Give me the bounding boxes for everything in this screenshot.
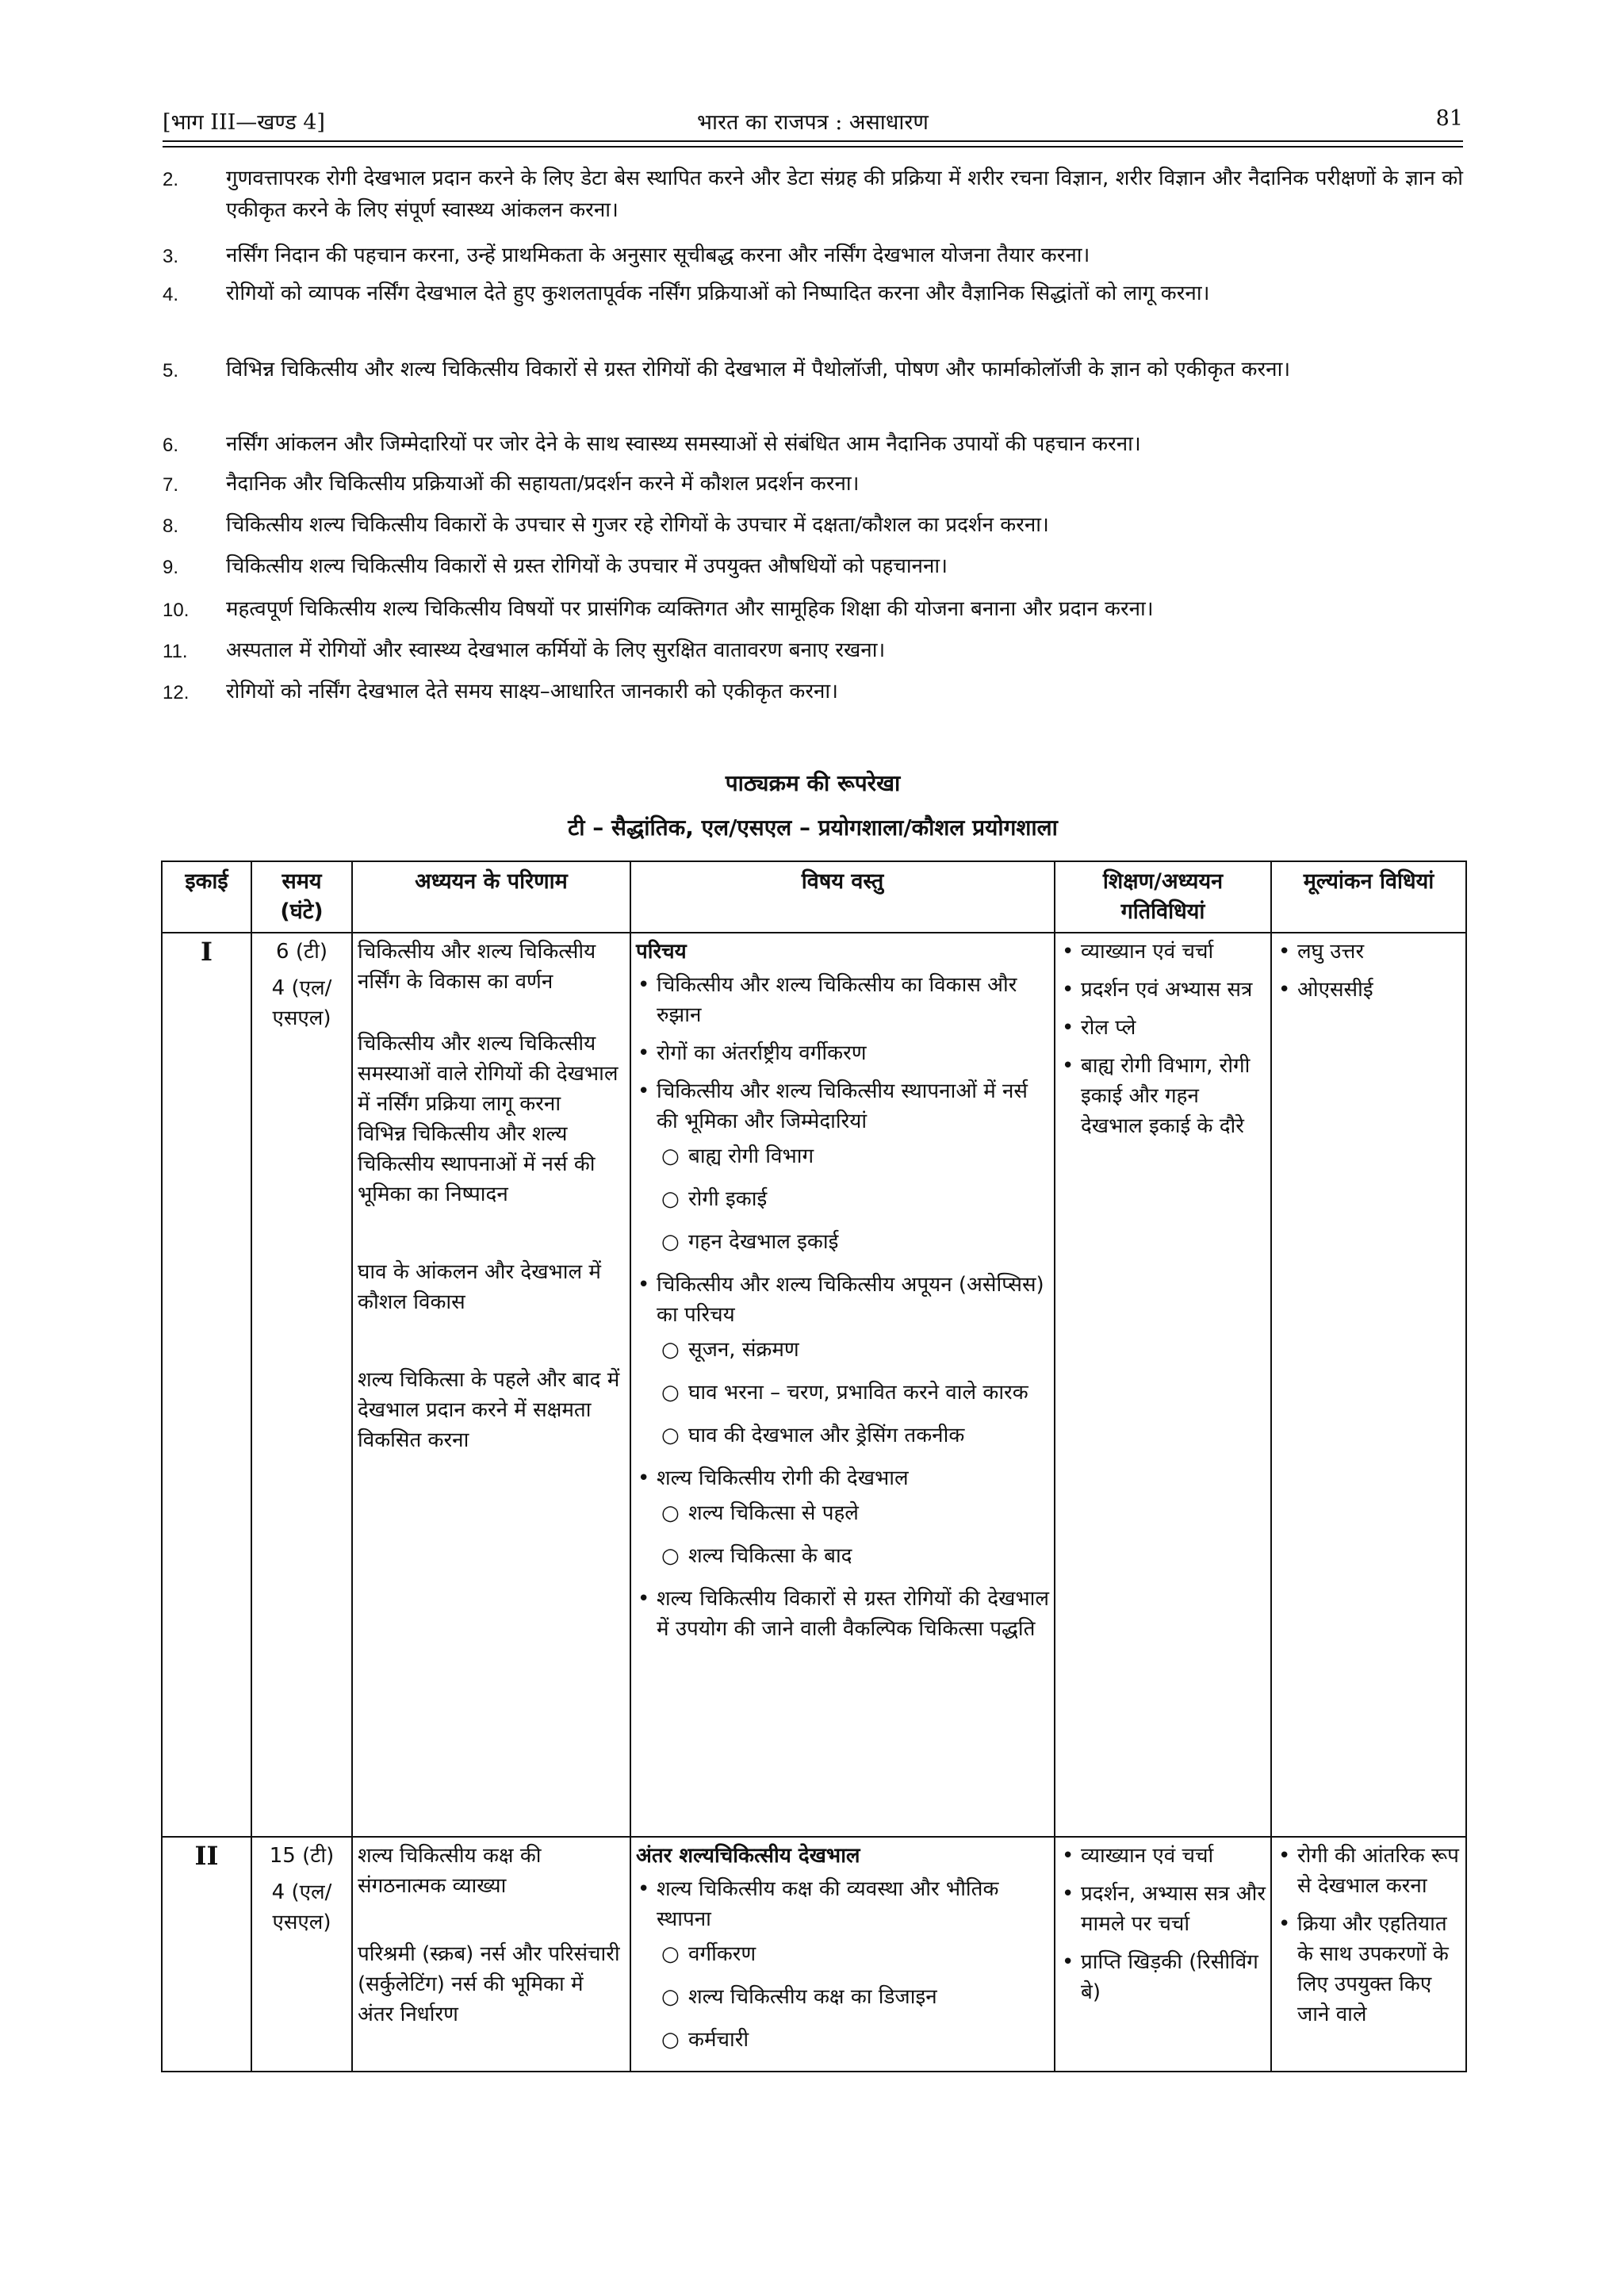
list-item: • लघु उत्तर xyxy=(1277,937,1461,967)
content-topic: अंतर शल्यचिकित्सीय देखभाल xyxy=(636,1844,860,1868)
objective-number: 10. xyxy=(163,600,190,621)
activities-list xyxy=(1060,937,1266,1141)
objective-text: रोगियों को व्यापक नर्सिंग देखभाल देते हुए कुशलतापूर्वक नर्सिंग प्रक्रियाओं को निष्पादित करना और वैज्ञानिक सिद्धांतों को लागू करना। xyxy=(226,282,1210,305)
column-header-activities: शिक्षण/अध्ययन गतिविधियां xyxy=(1055,861,1271,933)
objective-text: अस्पताल में रोगियों और स्वास्थ्य देखभाल कर्मियों के लिए सुरक्षित वातावरण बनाए रखना। xyxy=(226,638,886,662)
evaluation-list xyxy=(1277,1841,1461,2030)
activities-cell xyxy=(1055,1837,1271,2072)
header-rule xyxy=(163,146,1463,148)
sub-list xyxy=(657,1335,1049,1451)
objective-number: 2. xyxy=(163,169,179,190)
header-rule xyxy=(163,140,1463,142)
sub-list xyxy=(657,1939,1049,2055)
objective-text: नर्सिंग निदान की पहचान करना, उन्हें प्राथमिकता के अनुसार सूचीबद्ध करना और नर्सिंग देखभाल योजना तैयार करना। xyxy=(226,243,1090,267)
objective-item xyxy=(163,550,1463,582)
objective-number: 5. xyxy=(163,360,179,381)
list-item xyxy=(636,1463,1049,1571)
theory-hours: 15 (टी) xyxy=(269,1844,335,1868)
content-cell xyxy=(630,933,1055,1837)
sub-list-item: ○ शल्य चिकित्सा के बाद xyxy=(661,1541,1049,1571)
sub-list-item: ○ शल्य चिकित्सा से पहले xyxy=(661,1498,1049,1528)
list-item: • व्याख्यान एवं चर्चा xyxy=(1060,937,1266,967)
list-item: • रोगी की आंतरिक रूप से देखभाल करना xyxy=(1277,1841,1461,1901)
lab-hours: 4 (एल/ एसएल) xyxy=(271,976,332,1030)
syllabus-subtitle: टी – सैद्धांतिक, एल/एसएल – प्रयोगशाला/कौशल प्रयोगशाला xyxy=(568,815,1058,841)
outcome-item: चिकित्सीय और शल्य चिकित्सीय समस्याओं वाले रोगियों की देखभाल में नर्सिंग प्रक्रिया लागू करना xyxy=(358,1032,619,1116)
objective-item xyxy=(163,593,1463,625)
unit-time xyxy=(251,1837,352,2072)
list-item: • बाह्य रोगी विभाग, रोगी इकाई और गहन देखभाल इकाई के दौरे xyxy=(1060,1051,1266,1141)
list-item-text: चिकित्सीय और शल्य चिकित्सीय अपूयन (असेप्सिस) का परिचय xyxy=(657,1273,1044,1327)
evaluation-cell xyxy=(1271,1837,1466,2072)
syllabus-title: पाठ्यक्रम की रूपरेखा xyxy=(725,770,901,796)
list-item-text: चिकित्सीय और शल्य चिकित्सीय का विकास और रुझान xyxy=(657,973,1017,1027)
objective-text: नैदानिक और चिकित्सीय प्रक्रियाओं की सहायता/प्रदर्शन करने में कौशल प्रदर्शन करना। xyxy=(226,472,860,496)
objective-item xyxy=(163,354,1463,385)
objective-number: 11. xyxy=(163,641,188,662)
list-item xyxy=(636,1874,1049,2055)
list-item: • रोल प्ले xyxy=(1060,1013,1266,1043)
objective-text: गुणवत्तापरक रोगी देखभाल प्रदान करने के लिए डेटा बेस स्थापित करने और डेटा संग्रह की प्रक्रिया में शरीर रचना विज्ञान, शरीर विज्ञान और नैदानिक परीक्षणों के ज्ञान को एकीकृत करने के लिए संपूर्ण स्वास्थ्य आंकलन करना। xyxy=(226,167,1463,222)
list-item-text: शल्य चिकित्सीय रोगी की देखभाल xyxy=(657,1466,909,1490)
sub-list xyxy=(657,1498,1049,1571)
objective-item xyxy=(163,468,1463,500)
page-header xyxy=(163,102,1463,141)
objective-number: 3. xyxy=(163,246,179,267)
list-item xyxy=(636,1270,1049,1451)
sub-list-item: ○ कर्मचारी xyxy=(661,2025,1049,2055)
objective-text: चिकित्सीय शल्य चिकित्सीय विकारों के उपचार से गुजर रहे रोगियों के उपचार में दक्षता/कौशल का प्रदर्शन करना। xyxy=(226,513,1049,537)
sub-list-item: ○ रोगी इकाई xyxy=(661,1184,1049,1214)
sub-list-item: ○ गहन देखभाल इकाई xyxy=(661,1227,1049,1257)
objective-item xyxy=(163,509,1463,541)
lab-hours: 4 (एल/ एसएल) xyxy=(271,1880,332,1934)
sub-list-item: ○ घाव भरना – चरण, प्रभावित करने वाले कारक xyxy=(661,1378,1049,1408)
sub-list xyxy=(657,1141,1049,1257)
header-section: [भाग III—खण्ड 4] xyxy=(163,110,325,135)
learning-outcomes xyxy=(352,1837,630,2072)
list-item xyxy=(636,1584,1049,1644)
table-row xyxy=(162,933,1466,1837)
list-item: • प्रदर्शन एवं अभ्यास सत्र xyxy=(1060,975,1266,1005)
list-item xyxy=(636,970,1049,1030)
activities-cell xyxy=(1055,933,1271,1837)
sub-list-item: ○ बाह्य रोगी विभाग xyxy=(661,1141,1049,1171)
list-item-text: रोगों का अंतर्राष्ट्रीय वर्गीकरण xyxy=(657,1041,867,1065)
content-topic: परिचय xyxy=(636,940,687,964)
objective-item xyxy=(163,163,1463,226)
list-item: • प्रदर्शन, अभ्यास सत्र और मामले पर चर्चा xyxy=(1060,1879,1266,1939)
content-list xyxy=(636,1874,1049,2055)
outcome-item: शल्य चिकित्सा के पहले और बाद में देखभाल प्रदान करने में सक्षमता विकसित करना xyxy=(358,1368,620,1452)
objective-item xyxy=(163,428,1463,460)
objective-item xyxy=(163,634,1463,666)
content-cell xyxy=(630,1837,1055,2072)
list-item-text: चिकित्सीय और शल्य चिकित्सीय स्थापनाओं में नर्स की भूमिका और जिम्मेदारियां xyxy=(657,1079,1028,1133)
objective-number: 4. xyxy=(163,284,179,305)
objective-text: रोगियों को नर्सिंग देखभाल देते समय साक्ष्य–आधारित जानकारी को एकीकृत करना। xyxy=(226,680,838,703)
sub-list-item: ○ शल्य चिकित्सीय कक्ष का डिजाइन xyxy=(661,1982,1049,2012)
objective-number: 9. xyxy=(163,557,179,578)
objective-item xyxy=(163,240,1463,271)
list-item-text: शल्य चिकित्सीय कक्ष की व्यवस्था और भौतिक स्थापना xyxy=(657,1877,999,1931)
list-item-text: शल्य चिकित्सीय विकारों से ग्रस्त रोगियों की देखभाल में उपयोग की जाने वाली वैकल्पिक चिकित्सा पद्धति xyxy=(657,1587,1049,1641)
objective-number: 8. xyxy=(163,516,179,537)
unit-time xyxy=(251,933,352,1837)
evaluation-cell xyxy=(1271,933,1466,1837)
objective-number: 7. xyxy=(163,474,179,496)
outcome-item: चिकित्सीय और शल्य चिकित्सीय नर्सिंग के विकास का वर्णन xyxy=(358,940,596,994)
content-list xyxy=(636,970,1049,1644)
syllabus-table xyxy=(161,861,1467,2072)
sub-list-item: ○ घाव की देखभाल और ड्रेसिंग तकनीक xyxy=(661,1420,1049,1451)
unit-number: II xyxy=(162,1837,251,2072)
list-item: • ओएससीई xyxy=(1277,975,1461,1005)
learning-outcomes xyxy=(352,933,630,1837)
objective-number: 12. xyxy=(163,682,190,703)
sub-list-item: ○ सूजन, संक्रमण xyxy=(661,1335,1049,1365)
table-row xyxy=(162,1837,1466,2072)
list-item xyxy=(636,1076,1049,1257)
objective-text: विभिन्न चिकित्सीय और शल्य चिकित्सीय विकारों से ग्रस्त रोगियों की देखभाल में पैथोलॉजी, पोषण और फार्माकोलॉजी के ज्ञान को एकीकृत करना। xyxy=(226,358,1291,381)
objective-item xyxy=(163,278,1463,309)
column-header-time: समय (घंटे) xyxy=(251,861,352,933)
header-publication-title: भारत का राजपत्र : असाधारण xyxy=(697,110,929,135)
evaluation-list xyxy=(1277,937,1461,1005)
activities-list xyxy=(1060,1841,1266,2007)
list-item: • प्राप्ति खिड़की (रिसीविंग बे) xyxy=(1060,1947,1266,2007)
outcome-item: शल्य चिकित्सीय कक्ष की संगठनात्मक व्याख्या xyxy=(358,1844,542,1898)
outcome-item: विभिन्न चिकित्सीय और शल्य चिकित्सीय स्थापनाओं में नर्स की भूमिका का निष्पादन xyxy=(358,1122,596,1206)
theory-hours: 6 (टी) xyxy=(276,940,327,964)
objective-text: नर्सिंग आंकलन और जिम्मेदारियों पर जोर देने के साथ स्वास्थ्य समस्याओं से संबंधित आम नैदानिक उपायों की पहचान करना। xyxy=(226,432,1141,456)
objective-text: महत्वपूर्ण चिकित्सीय शल्य चिकित्सीय विषयों पर प्रासंगिक व्यक्तिगत और सामूहिक शिक्षा की योजना बनाना और प्रदान करना। xyxy=(226,597,1154,621)
list-item: • व्याख्यान एवं चर्चा xyxy=(1060,1841,1266,1871)
column-header-evaluation: मूल्यांकन विधियां xyxy=(1271,861,1466,933)
objective-item xyxy=(163,676,1463,707)
objective-text: चिकित्सीय शल्य चिकित्सीय विकारों से ग्रस्त रोगियों के उपचार में उपयुक्त औषधियों को पहचानना। xyxy=(226,554,948,578)
outcome-item: घाव के आंकलन और देखभाल में कौशल विकास xyxy=(358,1260,601,1314)
outcome-item: परिश्रमी (स्क्रब) नर्स और परिसंचारी (सर्कुलेटिंग) नर्स की भूमिका में अंतर निर्धारण xyxy=(358,1942,620,2026)
column-header-unit: इकाई xyxy=(162,861,251,933)
unit-number: I xyxy=(162,933,251,1837)
column-header-outcomes: अध्ययन के परिणाम xyxy=(352,861,630,933)
sub-list-item: ○ वर्गीकरण xyxy=(661,1939,1049,1969)
table-header-row xyxy=(162,861,1466,933)
list-item: • क्रिया और एहतियात के साथ उपकरणों के लिए उपयुक्त किए जाने वाले xyxy=(1277,1909,1461,2030)
list-item xyxy=(636,1038,1049,1068)
header-page-number: 81 xyxy=(1435,106,1463,131)
objective-number: 6. xyxy=(163,435,179,456)
column-header-content: विषय वस्तु xyxy=(630,861,1055,933)
